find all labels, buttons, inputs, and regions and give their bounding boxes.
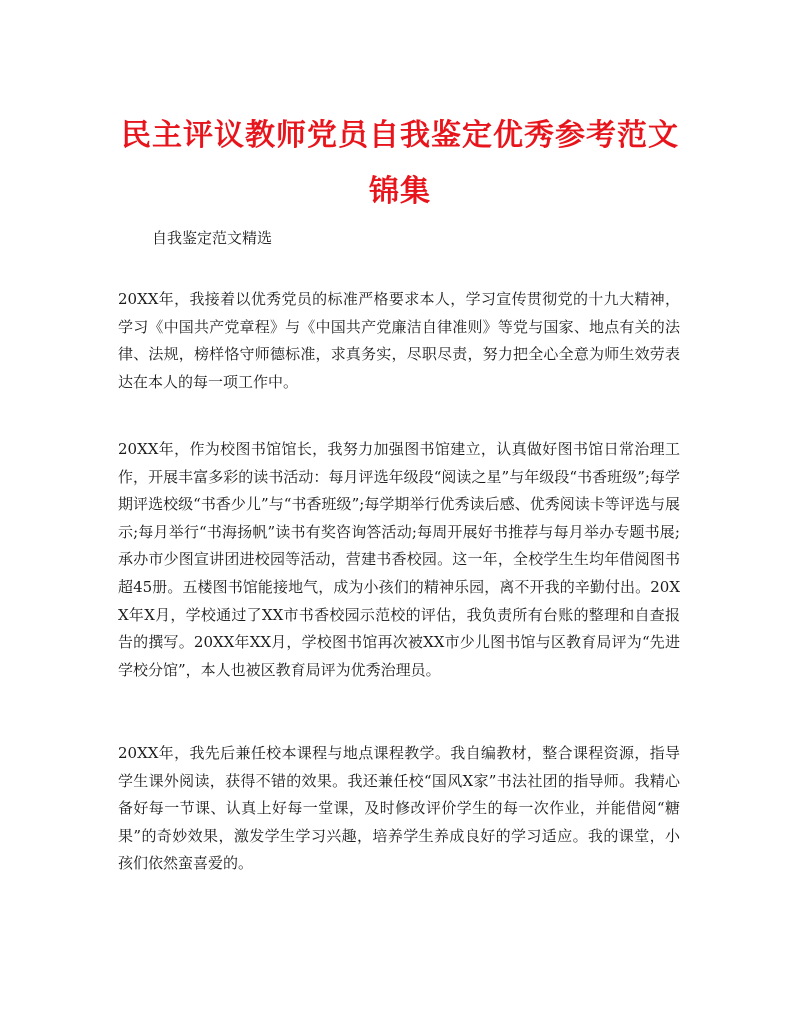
document-subtitle: 自我鉴定范文精选 bbox=[152, 229, 273, 247]
paragraph-1: 20XX年，我接着以优秀党员的标准严格要求本人，学习宣传贯彻党的十九大精神，学习《中国共产党章程》与《中国共产党廉洁自律准则》等党与国家、地点有关的法律、法规，榜样恪守师德标准，求真务实，尽职尽责，努力把全心全意为师生效劳表达在本人的每一项工作中。 bbox=[118, 290, 680, 391]
paragraph-2: 20XX年，作为校图书馆馆长，我努力加强图书馆建立，认真做好图书馆日常治理工作，开展丰富多彩的读书活动：每月评选年级段“阅读之星”与年级段“书香班级”;每学期评选校级“书香少儿”与“书香班级”;每学期举行优秀读后感、优秀阅读卡等评选与展示;每月举行“书海扬帆”读书有奖咨询答活动;每周开展好书推荐与每月举办专题书展;承办市少图宣讲团进校园等活动，营建书香校园。这一年，全校学生生均年借阅图书超45册。五楼图书馆能接地气，成为小孩们的精神乐园，离不开我的辛勤付出。20XX年X月，学校通过了XX市书香校园示范校的评估，我负责所有台账的整理和自查报告的撰写。20XX年XX月，学校图书馆再次被XX市少儿图书馆与区教育局评为“先进学校分馆”，本人也被区教育局评为优秀治理员。 bbox=[118, 440, 680, 679]
document-title: 民主评议教师党员自我鉴定优秀参考范文锦集 bbox=[121, 118, 679, 209]
paragraph-3: 20XX年，我先后兼任校本课程与地点课程教学。我自编教材，整合课程资源，指导学生课外阅读，获得不错的效果。我还兼任校“国风X家”书法社团的指导师。我精心备好每一节课、认真上好每一堂课，及时修改评价学生的每一次作业，并能借阅“糖果”的奇妙效果，激发学生学习兴趣，培养学生养成良好的学习适应。我的课堂，小孩们依然蛮喜爱的。 bbox=[118, 744, 680, 873]
